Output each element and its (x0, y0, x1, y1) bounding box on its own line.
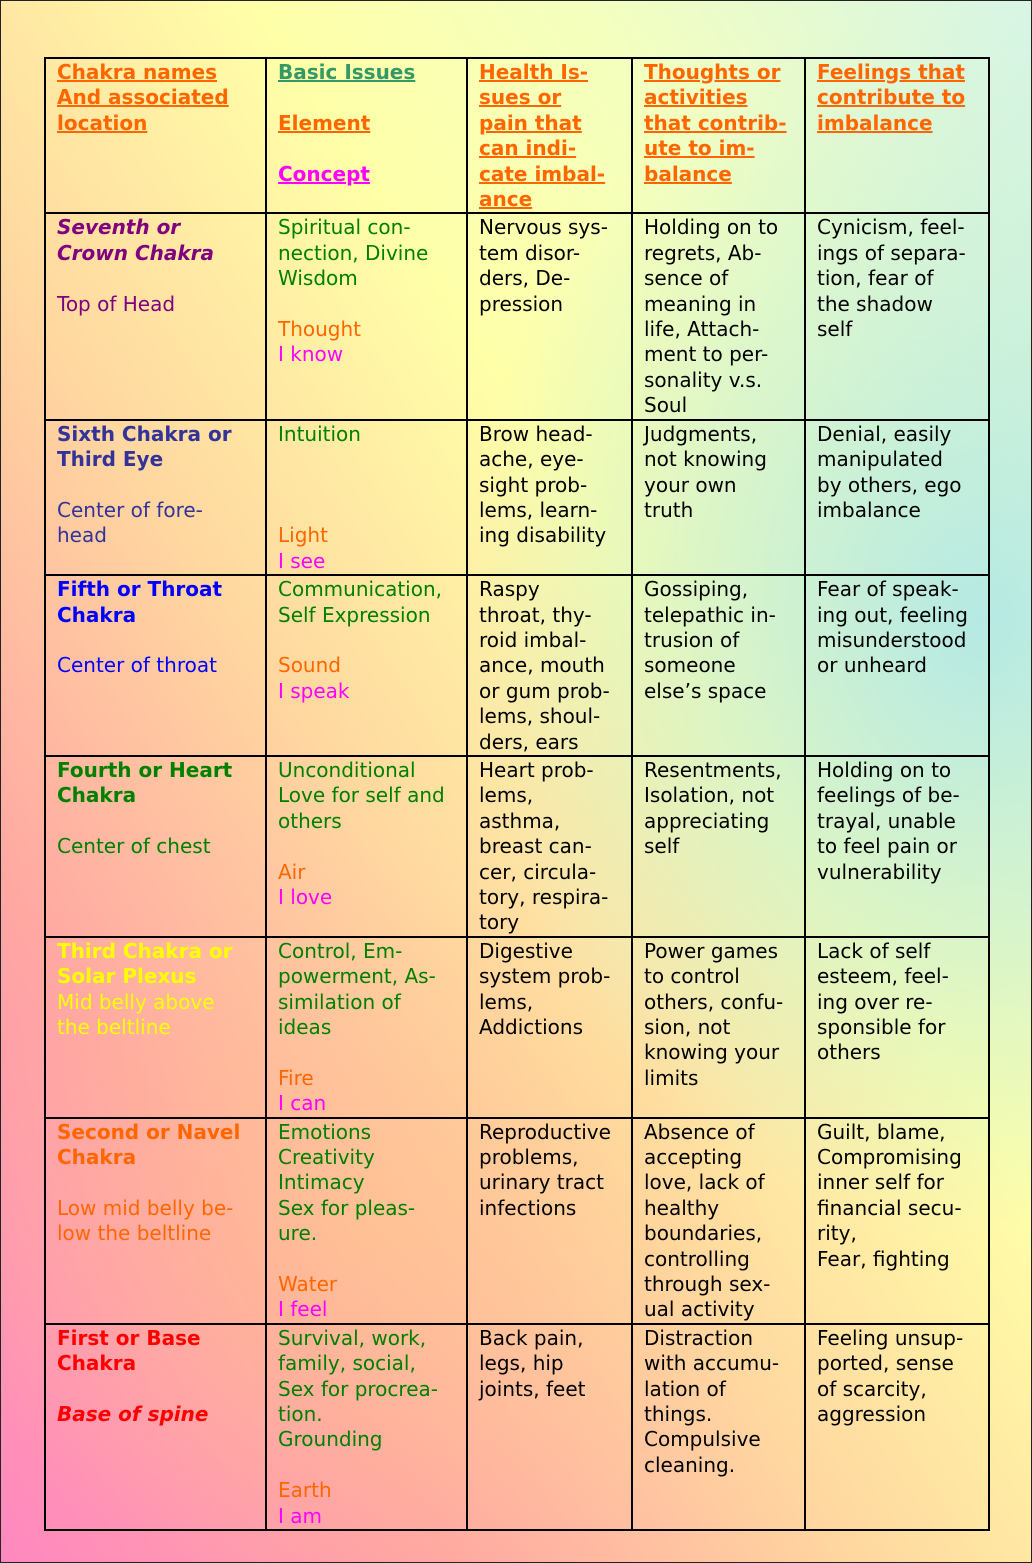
header-text: balance (644, 161, 732, 186)
feelings-cell (805, 1324, 989, 1530)
chakra-name-cell (45, 937, 266, 1118)
element-text: Air (278, 859, 306, 884)
basic-issue-text: Wisdom (278, 266, 358, 291)
chakra-table (44, 57, 990, 1531)
feelings-text: Compromising (817, 1145, 962, 1170)
chakra-name: Chakra (57, 783, 137, 808)
health-text: Back pain, (479, 1325, 584, 1350)
feelings-text: ing over re- (817, 989, 933, 1014)
header-text: ance (479, 187, 533, 212)
thoughts-text: life, Attach- (644, 317, 760, 342)
health-cell (467, 756, 632, 937)
chakra-name: Fourth or Heart (57, 757, 233, 782)
feelings-text: or unheard (817, 653, 927, 678)
feelings-text: imbalance (817, 497, 921, 522)
thoughts-text: lation of (644, 1376, 726, 1401)
thoughts-text: Absence of (644, 1119, 755, 1144)
feelings-text: Feeling unsup- (817, 1325, 964, 1350)
thoughts-cell (632, 1118, 805, 1324)
health-text: or gum prob- (479, 678, 610, 703)
thoughts-text: healthy (644, 1195, 720, 1220)
table-row (45, 575, 989, 756)
feelings-text: ported, sense (817, 1351, 954, 1376)
health-text: lems, (479, 783, 534, 808)
feelings-text: manipulated (817, 447, 943, 472)
basic-issue-text: powerment, As- (278, 964, 436, 989)
chakra-name-cell (45, 575, 266, 756)
feelings-text: Holding on to (817, 757, 952, 782)
chakra-name: Crown Chakra (57, 240, 215, 265)
health-text: lems, learn- (479, 497, 598, 522)
health-text: joints, feet (479, 1376, 586, 1401)
health-text: ders, ears (479, 729, 579, 754)
feelings-text: aggression (817, 1402, 927, 1427)
health-text: legs, hip (479, 1351, 564, 1376)
thoughts-text: controlling (644, 1246, 750, 1271)
health-text: lems, shoul- (479, 704, 601, 729)
health-text: Addictions (479, 1015, 584, 1039)
table-row (45, 937, 989, 1118)
thoughts-text: knowing your (644, 1040, 780, 1065)
chakra-name-cell (45, 1118, 266, 1324)
table-row (45, 420, 989, 575)
chakra-name-cell (45, 756, 266, 937)
header-basic-issues-label: Basic Issues (278, 60, 416, 84)
thoughts-text: telepathic in- (644, 602, 776, 627)
chakra-location: Center of fore- (57, 497, 203, 522)
thoughts-text: Compulsive (644, 1427, 761, 1452)
thoughts-text: self (644, 834, 680, 859)
health-cell (467, 575, 632, 756)
health-text: Reproductive (479, 1119, 611, 1144)
feelings-text: by others, ego (817, 472, 962, 497)
element-text: Fire (278, 1065, 314, 1090)
chakra-location: Base of spine (57, 1402, 209, 1427)
chakra-name-cell (45, 420, 266, 575)
chakra-name: First or Base (57, 1325, 201, 1350)
header-text: Thoughts or (644, 60, 781, 84)
chakra-name: Fifth or Throat (57, 577, 223, 602)
header-text: that contrib- (644, 110, 787, 135)
thoughts-text: others, confu- (644, 989, 784, 1014)
thoughts-cell (632, 213, 805, 419)
element-text: Sound (278, 653, 341, 678)
basic-issue-text: Grounding (278, 1427, 383, 1452)
basic-issues-cell (266, 213, 467, 419)
header-concept-label: Concept (278, 161, 370, 186)
thoughts-cell (632, 420, 805, 575)
element-text: Light (278, 523, 328, 548)
basic-issue-text: Spiritual con- (278, 215, 411, 240)
thoughts-text: cleaning. (644, 1452, 736, 1477)
feelings-text: misunderstood (817, 627, 967, 652)
health-text: Brow head- (479, 421, 593, 446)
header-thoughts (632, 58, 805, 213)
table-row (45, 1324, 989, 1530)
element-text: Earth (278, 1478, 332, 1503)
thoughts-cell (632, 575, 805, 756)
header-text: can indi- (479, 136, 577, 161)
header-text: contribute to (817, 85, 966, 110)
chakra-location: head (57, 523, 107, 548)
header-text: location (57, 110, 148, 135)
feelings-text: inner self for (817, 1170, 944, 1195)
basic-issue-text: Creativity (278, 1145, 375, 1170)
chakra-location: Center of chest (57, 834, 211, 859)
header-basic-issues (266, 58, 467, 213)
health-cell (467, 1118, 632, 1324)
basic-issue-text: Sex for procrea- (278, 1376, 438, 1401)
feelings-text: Cynicism, feel- (817, 215, 965, 240)
chakra-location: the beltline (57, 1015, 171, 1039)
thoughts-text: meaning in (644, 291, 757, 316)
header-health-issues (467, 58, 632, 213)
header-text: cate imbal- (479, 161, 606, 186)
header-text: sues or (479, 85, 562, 110)
feelings-text: tion, fear of (817, 266, 934, 291)
thoughts-cell (632, 756, 805, 937)
health-cell (467, 1324, 632, 1530)
health-text: tory, respira- (479, 884, 609, 909)
basic-issue-text: family, social, (278, 1351, 416, 1376)
thoughts-text: sion, not (644, 1015, 731, 1039)
chakra-name-cell (45, 1324, 266, 1530)
health-text: ache, eye- (479, 447, 584, 472)
health-text: roid imbal- (479, 627, 587, 652)
feelings-cell (805, 213, 989, 419)
header-text: And associated (57, 85, 229, 110)
feelings-text: the shadow (817, 291, 933, 316)
basic-issue-text: Communication, (278, 577, 442, 602)
header-text: Feelings that (817, 60, 965, 84)
chakra-location: Mid belly above (57, 989, 215, 1014)
health-text: cer, circula- (479, 859, 597, 884)
feelings-text: Lack of self (817, 938, 931, 963)
thoughts-text: Isolation, not (644, 783, 775, 808)
chakra-name: Second or Navel (57, 1119, 241, 1144)
concept-text: I speak (278, 678, 350, 703)
basic-issues-cell (266, 575, 467, 756)
chakra-name: Sixth Chakra or (57, 421, 232, 446)
concept-text: I am (278, 1503, 322, 1528)
chakra-location: Center of throat (57, 653, 217, 678)
health-text: Heart prob- (479, 757, 594, 782)
health-text: Raspy (479, 577, 540, 602)
health-text: throat, thy- (479, 602, 592, 627)
feelings-text: rity, (817, 1221, 857, 1246)
thoughts-text: sonality v.s. (644, 367, 763, 392)
thoughts-text: accepting (644, 1145, 743, 1170)
thoughts-text: to control (644, 964, 740, 989)
thoughts-text: your own (644, 472, 737, 497)
health-text: system prob- (479, 964, 611, 989)
feelings-text: sponsible for (817, 1015, 946, 1039)
health-cell (467, 213, 632, 419)
thoughts-text: not knowing (644, 447, 767, 472)
chakra-name: Seventh or (57, 215, 181, 240)
health-text: tory (479, 910, 520, 935)
health-text: sight prob- (479, 472, 588, 497)
element-text: Thought (278, 317, 362, 342)
basic-issue-text: Intuition (278, 421, 361, 446)
thoughts-text: trusion of (644, 627, 740, 652)
chakra-location: Top of Head (57, 291, 176, 316)
header-text: activities (644, 85, 748, 110)
basic-issues-cell (266, 1324, 467, 1530)
feelings-text: feelings of be- (817, 783, 960, 808)
feelings-text: to feel pain or (817, 834, 957, 859)
feelings-text: Denial, easily (817, 421, 952, 446)
basic-issue-text: Control, Em- (278, 938, 403, 963)
header-text: Chakra names (57, 60, 218, 84)
basic-issues-cell (266, 420, 467, 575)
health-text: asthma, (479, 808, 561, 833)
feelings-text: financial secu- (817, 1195, 962, 1220)
thoughts-text: limits (644, 1065, 699, 1090)
feelings-text: Fear of speak- (817, 577, 959, 602)
feelings-cell (805, 1118, 989, 1324)
chakra-name: Third Eye (57, 447, 164, 472)
header-feelings (805, 58, 989, 213)
thoughts-text: Resentments, (644, 757, 782, 782)
element-text: Water (278, 1272, 338, 1297)
health-text: Digestive (479, 938, 573, 963)
thoughts-text: love, lack of (644, 1170, 765, 1195)
chakra-location: low the beltline (57, 1221, 212, 1246)
health-text: problems, (479, 1145, 579, 1170)
header-text: imbalance (817, 110, 933, 135)
feelings-cell (805, 756, 989, 937)
header-text: ute to im- (644, 136, 755, 161)
basic-issue-text: Emotions (278, 1119, 372, 1144)
thoughts-cell (632, 937, 805, 1118)
feelings-cell (805, 937, 989, 1118)
feelings-text: others (817, 1040, 881, 1065)
chakra-name-cell (45, 213, 266, 419)
health-text: ance, mouth (479, 653, 605, 678)
table-row (45, 756, 989, 937)
basic-issue-text: ure. (278, 1221, 318, 1246)
basic-issue-text: Love for self and (278, 783, 445, 808)
thoughts-text: Holding on to (644, 215, 779, 240)
thoughts-cell (632, 1324, 805, 1530)
health-text: ders, De- (479, 266, 571, 291)
thoughts-text: through sex- (644, 1272, 771, 1297)
feelings-text: trayal, unable (817, 808, 956, 833)
feelings-text: of scarcity, (817, 1376, 927, 1401)
feelings-text: esteem, feel- (817, 964, 949, 989)
health-text: ing disability (479, 523, 607, 548)
basic-issues-cell (266, 1118, 467, 1324)
thoughts-text: truth (644, 497, 694, 522)
chakra-name: Chakra (57, 602, 137, 627)
thoughts-text: Judgments, (644, 421, 758, 446)
thoughts-text: ual activity (644, 1297, 755, 1322)
header-text: pain that (479, 110, 582, 135)
chakra-name: Chakra (57, 1351, 137, 1376)
basic-issue-text: ideas (278, 1015, 332, 1039)
feelings-text: self (817, 317, 853, 342)
feelings-text: Fear, fighting (817, 1246, 950, 1271)
basic-issues-cell (266, 756, 467, 937)
thoughts-text: ment to per- (644, 342, 769, 367)
table-row (45, 213, 989, 419)
feelings-text: vulnerability (817, 859, 942, 884)
concept-text: I love (278, 884, 333, 909)
thoughts-text: Power games (644, 938, 778, 963)
basic-issues-cell (266, 937, 467, 1118)
chakra-name: Chakra (57, 1145, 137, 1170)
thoughts-text: else’s space (644, 678, 767, 703)
thoughts-text: appreciating (644, 808, 770, 833)
health-text: lems, (479, 989, 534, 1014)
feelings-cell (805, 575, 989, 756)
basic-issue-text: tion. (278, 1402, 323, 1427)
thoughts-text: someone (644, 653, 736, 678)
health-text: Nervous sys- (479, 215, 608, 240)
basic-issue-text: similation of (278, 989, 401, 1014)
header-chakra-names (45, 58, 266, 213)
basic-issue-text: Unconditional (278, 757, 416, 782)
feelings-text: Guilt, blame, (817, 1119, 946, 1144)
basic-issue-text: Intimacy (278, 1170, 365, 1195)
feelings-text: ings of separa- (817, 240, 966, 265)
thoughts-text: boundaries, (644, 1221, 763, 1246)
health-text: infections (479, 1195, 577, 1220)
health-text: pression (479, 291, 564, 316)
feelings-text: ing out, feeling (817, 602, 968, 627)
health-text: urinary tract (479, 1170, 604, 1195)
thoughts-text: sence of (644, 266, 729, 291)
feelings-cell (805, 420, 989, 575)
header-text: Health Is- (479, 60, 589, 84)
health-text: tem disor- (479, 240, 581, 265)
concept-text: I see (278, 548, 326, 573)
chakra-name: Third Chakra or (57, 938, 233, 963)
concept-text: I know (278, 342, 344, 367)
basic-issue-text: nection, Divine (278, 240, 429, 265)
health-cell (467, 420, 632, 575)
basic-issue-text: others (278, 808, 342, 833)
thoughts-text: with accumu- (644, 1351, 780, 1376)
chakra-name: Solar Plexus (57, 964, 197, 989)
thoughts-text: regrets, Ab- (644, 240, 762, 265)
thoughts-text: things. (644, 1402, 713, 1427)
concept-text: I can (278, 1091, 327, 1116)
header-row (45, 58, 989, 213)
header-element-label: Element (278, 110, 371, 135)
concept-text: I feel (278, 1297, 328, 1322)
basic-issue-text: Survival, work, (278, 1325, 427, 1350)
table-row (45, 1118, 989, 1324)
health-cell (467, 937, 632, 1118)
chakra-location: Low mid belly be- (57, 1195, 234, 1220)
basic-issue-text: Self Expression (278, 602, 431, 627)
health-text: breast can- (479, 834, 592, 859)
thoughts-text: Soul (644, 393, 688, 418)
thoughts-text: Distraction (644, 1325, 754, 1350)
basic-issue-text: Sex for pleas- (278, 1195, 416, 1220)
thoughts-text: Gossiping, (644, 577, 749, 602)
